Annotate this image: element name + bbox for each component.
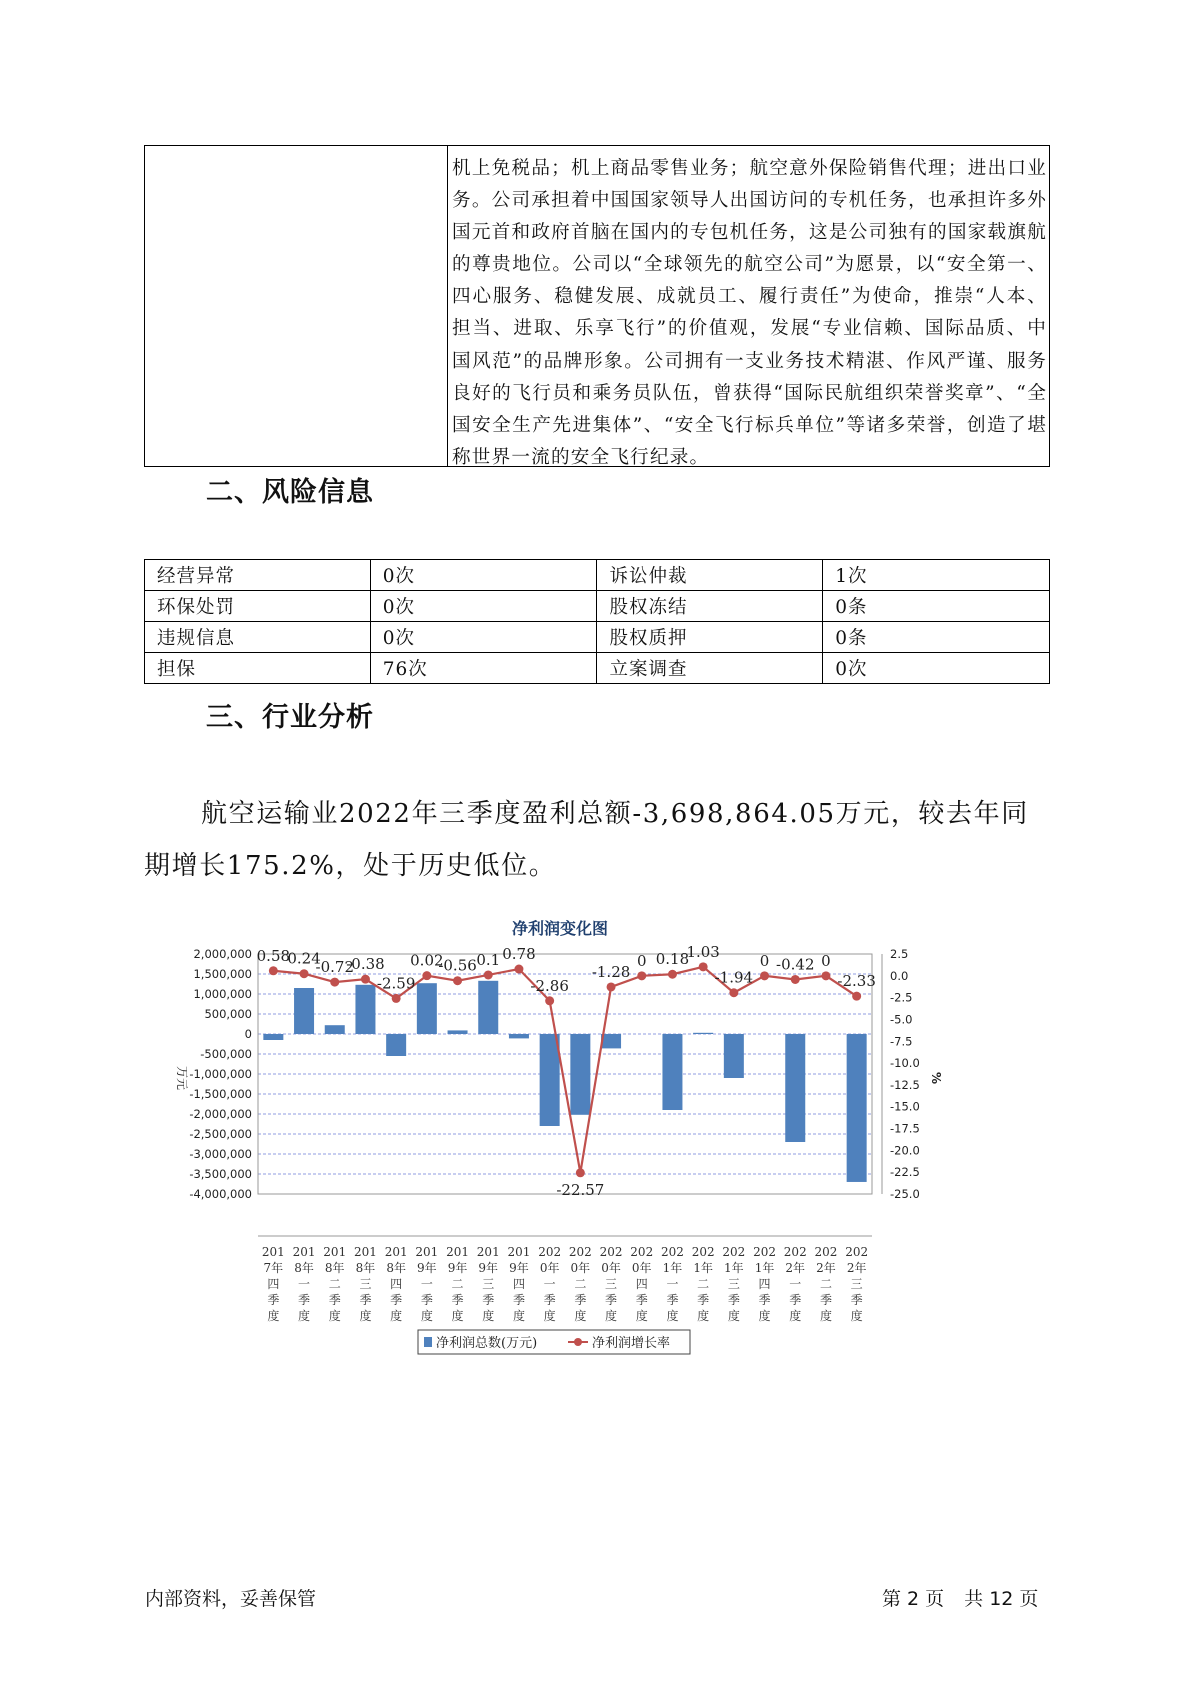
risk-value: 0条 [823,622,1050,653]
y2-tick-label: -25.0 [890,1187,920,1201]
x-tick-label: 度 [543,1309,556,1323]
x-tick-label: 1年 [724,1261,744,1275]
x-tick-label: 201 [476,1245,500,1259]
x-tick-label: 四 [267,1277,280,1291]
y-axis-label: 万元 [175,1065,189,1091]
data-label: 0.02 [410,951,444,970]
x-tick-label: 一 [420,1277,433,1291]
data-point [300,969,309,978]
x-tick-label: 度 [819,1309,832,1323]
x-tick-label: 三 [482,1277,495,1291]
table-row [145,622,1050,653]
x-tick-label: 一 [543,1277,556,1291]
y2-tick-label: -12.5 [890,1077,920,1092]
data-point [576,1168,585,1177]
y-tick-label: -4,000,000 [189,1187,252,1201]
bar [724,1034,744,1078]
y-tick-label: 1,000,000 [193,987,252,1001]
data-point [791,975,800,984]
company-intro-table [144,145,1050,467]
bar [448,1030,468,1034]
x-tick-label: 度 [267,1309,280,1323]
page-prefix: 第 [882,1588,902,1610]
data-point [422,971,431,980]
x-tick-label: 度 [451,1309,464,1323]
x-tick-label: 9年 [447,1261,468,1275]
data-point [361,975,370,984]
footer-confidential-note: 内部资料，妥善保管 [145,1588,317,1610]
y-tick-label: -3,500,000 [189,1167,252,1181]
legend-label-bar: 净利润总数(万元) [436,1336,538,1351]
bar [355,985,375,1034]
x-tick-label: 三 [850,1277,863,1291]
x-tick-label: 201 [353,1245,377,1259]
data-label: 0.58 [256,946,291,965]
y2-axis-label: % [929,1071,943,1085]
data-label: -0.72 [315,958,354,977]
x-tick-label: 四 [512,1277,525,1291]
x-tick-label: 度 [789,1309,802,1323]
x-tick-label: 度 [390,1309,403,1323]
risk-info-table [144,559,1050,684]
y2-tick-label: 0.0 [890,968,909,983]
y2-tick-label: -2.5 [890,990,913,1005]
x-tick-label: 201 [415,1245,439,1259]
x-tick-label: 2年 [846,1261,867,1275]
x-tick-label: 202 [568,1245,592,1259]
bar [662,1034,682,1110]
bar [693,1033,713,1034]
data-point [607,982,616,991]
x-tick-label: 9年 [509,1261,529,1275]
x-tick-label: 季 [512,1293,525,1307]
x-tick-label: 季 [359,1293,372,1307]
x-tick-label: 202 [538,1245,562,1259]
x-tick-label: 0年 [570,1261,591,1275]
x-tick-label: 202 [845,1245,869,1259]
risk-value: 0条 [823,591,1050,622]
x-tick-label: 季 [267,1293,280,1307]
bar [417,983,437,1034]
x-tick-label: 度 [727,1309,740,1323]
risk-value: 0次 [823,653,1050,684]
bar [509,1034,529,1038]
x-tick-label: 201 [446,1245,470,1259]
risk-value: 76次 [370,653,597,684]
x-tick-label: 8年 [355,1261,376,1275]
x-tick-label: 202 [691,1245,715,1259]
x-tick-label: 度 [758,1309,771,1323]
x-tick-label: 四 [758,1277,771,1291]
x-tick-label: 季 [666,1293,679,1307]
y2-tick-label: -7.5 [890,1034,913,1049]
net-profit-chart [160,902,1040,1362]
bar [325,1025,345,1034]
legend-swatch-dot [574,1338,582,1346]
y2-tick-label: -20.0 [890,1143,920,1158]
x-tick-label: 一 [789,1277,802,1291]
x-tick-label: 季 [328,1293,341,1307]
risk-label: 环保处罚 [145,591,371,622]
x-tick-label: 季 [789,1293,802,1307]
page-num: 2 [907,1588,920,1610]
section-heading-industry: 三、行业分析 [206,702,374,733]
bar [847,1034,867,1182]
data-label: -1.28 [591,962,631,981]
x-tick-label: 201 [261,1245,285,1259]
y-tick-label: 1,500,000 [193,967,252,981]
page-unit: 页 [925,1588,945,1610]
legend-swatch-bar [424,1337,432,1347]
x-tick-label: 0年 [631,1261,652,1275]
data-point [484,970,493,979]
data-point [852,992,861,1001]
bar [785,1034,805,1142]
y-tick-label: -2,500,000 [189,1127,252,1141]
y-tick-label: -1,500,000 [189,1087,252,1101]
total-unit: 页 [1019,1588,1039,1610]
x-tick-label: 季 [482,1293,495,1307]
x-tick-label: 季 [420,1293,433,1307]
intro-label-cell [145,146,448,466]
data-label: -1.94 [714,968,754,987]
x-tick-label: 度 [512,1309,525,1323]
data-point [453,976,462,985]
y2-tick-label: -10.0 [890,1056,920,1071]
x-tick-label: 度 [697,1309,710,1323]
data-point [637,971,646,980]
x-tick-label: 202 [814,1245,838,1259]
x-tick-label: 8年 [324,1261,345,1275]
data-label: -22.57 [556,1180,605,1199]
bar [601,1034,621,1048]
data-label: -0.42 [776,955,815,974]
x-tick-label: 202 [753,1245,777,1259]
x-tick-label: 202 [722,1245,746,1259]
data-label: 0.1 [476,950,501,969]
x-tick-label: 二 [328,1277,341,1291]
x-tick-label: 季 [605,1293,618,1307]
y2-tick-label: -17.5 [890,1121,920,1136]
data-label: -2.86 [530,976,569,995]
x-tick-label: 201 [323,1245,347,1259]
x-tick-label: 7年 [263,1261,284,1275]
x-tick-label: 季 [451,1293,464,1307]
x-tick-label: 度 [605,1309,618,1323]
data-point [760,971,769,980]
y-tick-label: -2,000,000 [189,1107,252,1121]
x-tick-label: 9年 [478,1261,499,1275]
y2-tick-label: -15.0 [890,1099,920,1114]
x-tick-label: 1年 [754,1261,775,1275]
x-tick-label: 季 [850,1293,863,1307]
data-label: -0.56 [438,956,477,975]
data-point [699,962,708,971]
x-tick-label: 度 [574,1309,587,1323]
data-point [729,988,738,997]
data-label: 0.24 [287,949,321,968]
x-tick-label: 202 [630,1245,654,1259]
y-tick-label: 0 [244,1027,252,1041]
risk-label: 股权质押 [597,622,823,653]
x-tick-label: 8年 [294,1261,314,1275]
total-num: 12 [989,1588,1014,1610]
x-tick-label: 0年 [601,1261,621,1275]
y-tick-label: -500,000 [200,1047,252,1061]
x-tick-label: 季 [727,1293,740,1307]
x-tick-label: 1年 [662,1261,683,1275]
x-tick-label: 一 [298,1277,311,1291]
x-tick-label: 2年 [816,1261,836,1275]
y2-tick-label: 2.5 [890,947,909,961]
x-tick-label: 季 [819,1293,832,1307]
data-point [545,996,554,1005]
x-tick-label: 8年 [386,1261,406,1275]
x-tick-label: 季 [298,1293,311,1307]
x-tick-label: 202 [599,1245,623,1259]
x-tick-label: 季 [697,1293,710,1307]
x-tick-label: 1年 [693,1261,713,1275]
x-tick-label: 0年 [539,1261,560,1275]
x-tick-label: 度 [482,1309,495,1323]
data-label: -2.33 [837,972,876,991]
data-point [330,978,339,987]
x-tick-label: 季 [574,1293,587,1307]
data-point [821,971,830,980]
data-point [514,965,523,974]
data-point [392,994,401,1003]
risk-value: 0次 [370,591,597,622]
x-tick-label: 季 [758,1293,771,1307]
x-tick-label: 2年 [785,1261,806,1275]
x-tick-label: 201 [507,1245,531,1259]
bar [263,1034,283,1040]
x-tick-label: 度 [359,1309,372,1323]
y-tick-label: -3,000,000 [189,1147,252,1161]
x-tick-label: 度 [666,1309,679,1323]
x-tick-label: 季 [635,1293,648,1307]
bar [478,981,498,1034]
data-label: 1.03 [686,942,720,961]
risk-value: 0次 [370,622,597,653]
x-tick-label: 201 [292,1245,316,1259]
risk-label: 股权冻结 [597,591,823,622]
bar [386,1034,406,1056]
total-prefix: 共 [964,1588,984,1610]
y-tick-label: 500,000 [204,1007,252,1021]
bar [540,1034,560,1126]
x-tick-label: 度 [850,1309,863,1323]
risk-value: 1次 [823,560,1050,591]
industry-analysis-paragraph: 航空运输业2022年三季度盈利总额-3,698,864.05万元，较去年同期增长175.2%，处于历史低位。 [144,799,1029,881]
x-tick-label: 三 [605,1277,618,1291]
data-label: 0.18 [655,950,690,969]
x-tick-label: 9年 [417,1261,437,1275]
x-tick-label: 四 [635,1277,648,1291]
table-row [145,560,1050,591]
table-row [145,591,1050,622]
y2-tick-label: -5.0 [890,1012,913,1027]
chart-title: 净利润变化图 [511,919,609,938]
legend-label-line: 净利润增长率 [592,1336,671,1351]
x-tick-label: 一 [666,1277,679,1291]
x-tick-label: 三 [727,1277,740,1291]
data-label: 0.78 [502,945,536,964]
x-tick-label: 二 [451,1277,464,1291]
x-tick-label: 度 [298,1309,311,1323]
x-tick-label: 四 [390,1277,403,1291]
section-heading-risk: 二、风险信息 [206,477,374,508]
x-tick-label: 二 [574,1277,587,1291]
data-label: 0 [636,951,647,970]
y2-tick-label: -22.5 [890,1165,920,1180]
x-tick-label: 二 [819,1277,832,1291]
x-tick-label: 度 [420,1309,433,1323]
x-tick-label: 二 [697,1277,710,1291]
x-tick-label: 度 [328,1309,341,1323]
bar [294,988,314,1034]
table-row [145,653,1050,684]
intro-text-cell: 机上免税品；机上商品零售业务；航空意外保险销售代理；进出口业务。公司承担着中国国家领导人出国访问的专机任务，也承担许多外国元首和政府首脑在国内的专包机任务，这是公司独有的国家载旗航的尊贵地位。公司以“全球领先的航空公司”为愿景，以“安全第一、四心服务、稳健发展、成就员工、履行责任”为使命，推崇“人本、担当、进取、乐享飞行”的价值观，发展“专业信赖、国际品质、中国风范”的品牌形象。公司拥有一支业务技术精湛、作风严谨、服务良好的飞行员和乘务员队伍，曾获得“国际民航组织荣誉奖章”、“全国安全生产先进集体”、“安全飞行标兵单位”等诸多荣誉，创造了堪称世界一流的安全飞行纪录。 [452,158,1047,468]
data-label: 0 [759,951,770,970]
data-point [269,966,278,975]
risk-label: 违规信息 [145,622,371,653]
data-label: -0.38 [346,955,385,974]
footer-page-number [882,1584,1044,1611]
risk-label: 立案调查 [597,653,823,684]
x-tick-label: 三 [359,1277,372,1291]
data-label: -2.59 [376,974,416,993]
x-tick-label: 201 [384,1245,408,1259]
x-tick-label: 季 [390,1293,403,1307]
bar [570,1034,590,1115]
y-tick-label: 2,000,000 [193,947,252,961]
risk-label: 担保 [145,653,371,684]
x-tick-label: 季 [543,1293,556,1307]
y-tick-label: -1,000,000 [189,1067,252,1081]
x-tick-label: 202 [783,1245,807,1259]
data-label: 0 [821,951,831,970]
risk-label: 经营异常 [145,560,371,591]
x-tick-label: 度 [635,1309,648,1323]
data-point [668,970,677,979]
risk-value: 0次 [370,560,597,591]
x-tick-label: 202 [660,1245,684,1259]
risk-label: 诉讼仲裁 [597,560,823,591]
